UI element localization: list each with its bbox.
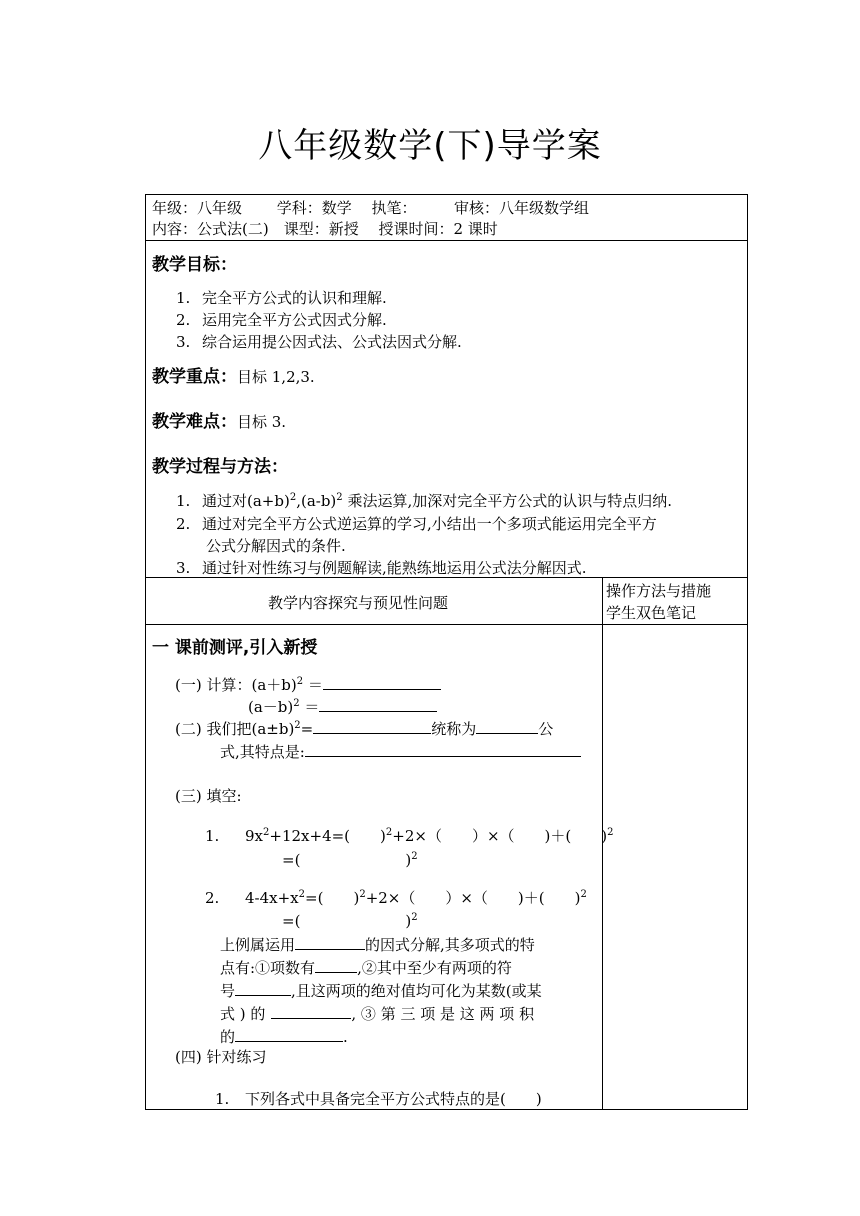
- note-line-5: 的 .: [220, 1028, 348, 1046]
- column-header-method: 操作方法与措施: [606, 582, 712, 600]
- row-divider-columns: [145, 624, 748, 625]
- fill-item-2: 2. $4-4x+x^2=$( )$^2$+2×（ ）×（ )＋( )$^2$: [205, 889, 587, 907]
- calc-line-2: $(a-b)^2$ ＝: [248, 697, 437, 717]
- fill-item-2-result: =( )$^2$: [282, 912, 418, 930]
- difficulties: 教学难点：目标 3.: [152, 412, 287, 432]
- fill-item-1: 1. $9x^2+12x+4=$( )$^2$+2×（ ）×（ )＋( )$^2$: [205, 827, 614, 845]
- goals-heading: 教学目标：: [152, 255, 237, 275]
- practice-label: (四) 针对练习: [175, 1048, 267, 1066]
- define-line-1: (二) 我们把$(a\pm b)^2=$ 统称为 公: [175, 720, 554, 738]
- process-item-1: 1. 通过对$(a+b)^2,(a-b)^2$ 乘法运算,加深对完全平方公式的认识与特点归纳.: [176, 492, 672, 510]
- column-header-notes: 学生双色笔记: [606, 604, 697, 622]
- goal-item-2: 2. 运用完全平方公式因式分解.: [176, 311, 387, 329]
- process-item-2: 2. 通过对完全平方公式逆运算的学习,小结出一个多项式能运用完全平方: [176, 515, 657, 533]
- fill-item-1-result: =( )$^2$: [282, 851, 418, 869]
- goal-item-1: 1. 完全平方公式的认识和理解.: [176, 289, 387, 307]
- practice-question-1: 1. 下列各式中具备完全平方公式特点的是( ): [215, 1090, 542, 1108]
- note-line-1: 上例属运用 的因式分解,其多项式的特: [220, 936, 535, 954]
- header-row-1: 年级：八年级 学科：数学 执笔： 审核：八年级数学组: [152, 199, 590, 217]
- define-line-2: 式,其特点是:: [220, 742, 581, 762]
- header-row-2: 内容：公式法(二) 课型：新授 授课时间：2 课时: [152, 220, 498, 238]
- process-item-2-cont: 公式分解因式的条件.: [206, 537, 346, 555]
- key-points: 教学重点：目标 1,2,3.: [152, 367, 315, 387]
- row-divider-header: [145, 240, 748, 241]
- section-heading: 一 课前测评,引入新授: [152, 638, 318, 658]
- note-line-3: 号 ,且这两项的绝对值均可化为某数(或某: [220, 982, 542, 1000]
- note-line-2: 点有:①项数有 ,②其中至少有两项的符: [220, 959, 512, 977]
- calc-line-1: (一) 计算：$(a+b)^2$ ＝: [175, 675, 441, 695]
- process-heading: 教学过程与方法：: [152, 457, 288, 477]
- goal-item-3: 3. 综合运用提公因式法、公式法因式分解.: [176, 333, 462, 351]
- page-title: 八年级数学(下)导学案: [258, 126, 602, 166]
- process-item-3: 3. 通过针对性练习与例题解读,能熟练地运用公式法分解因式.: [176, 559, 587, 577]
- column-header-content: 教学内容探究与预见性问题: [268, 594, 449, 612]
- fill-in-label: (三) 填空:: [175, 787, 242, 805]
- note-line-4: 式 ) 的 , ③ 第 三 项 是 这 两 项 积: [220, 1005, 535, 1023]
